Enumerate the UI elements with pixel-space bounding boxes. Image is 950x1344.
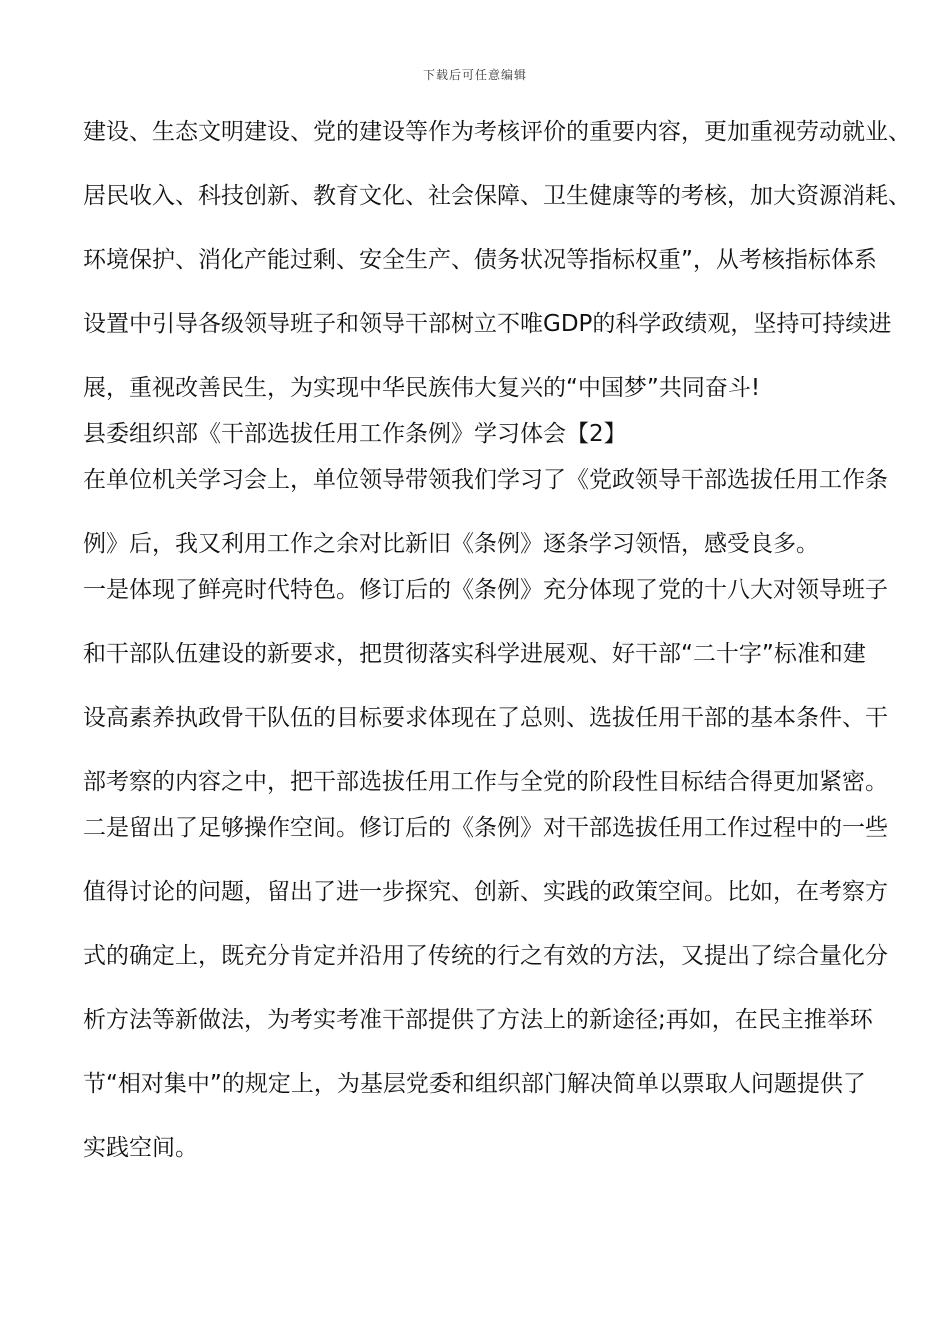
body-line: 和干部队伍建设的新要求，把贯彻落实科学进展观、好干部“二十字”标准和建 [83,641,866,667]
body-line: 建设、生态文明建设、党的建设等作为考核评价的重要内容，更加重视劳动就业、 [83,119,911,145]
body-line: 式的确定上，既充分肯定并沿用了传统的行之有效的方法，又提出了综合量化分 [83,943,888,969]
body-line: 环境保护、消化产能过剩、安全生产、债务状况等指标权重”，从考核指标体系 [83,247,877,273]
body-line: 例》后，我又利用工作之余对比新旧《条例》逐条学习领悟，感受良多。 [83,531,819,557]
body-line: 一是体现了鲜亮时代特色。修订后的《条例》充分体现了党的十八大对领导班子 [83,577,888,603]
document-body [83,116,911,1164]
body-line: 二是留出了足够操作空间。修订后的《条例》对干部选拔任用工作过程中的一些 [83,815,888,841]
section-heading: 县委组织部《干部选拔任用工作条例》学习体会【2】 [83,421,627,447]
body-line: 值得讨论的问题，留出了进一步探究、创新、实践的政策空间。比如，在考察方 [83,879,888,905]
body-line: 析方法等新做法，为考实考准干部提供了方法上的新途径;再如，在民主推举环 [83,1007,873,1033]
body-line: 设高素养执政骨干队伍的目标要求体现在了总则、选拔任用干部的基本条件、干 [83,705,888,731]
body-line: 展，重视改善民生，为实现中华民族伟大复兴的“中国梦”共同奋斗! [83,375,761,401]
body-line: 设置中引导各级领导班子和领导干部树立不唯GDP的科学政绩观，坚持可持续进 [83,311,892,337]
body-line: 实践空间。 [83,1135,198,1161]
body-line: 节“相对集中”的规定上，为基层党委和组织部门解决简单以票取人问题提供了 [83,1071,866,1097]
header-note: 下载后可任意编辑 [422,68,527,82]
body-line: 部考察的内容之中，把干部选拔任用工作与全党的阶段性目标结合得更加紧密。 [83,769,888,795]
body-line: 在单位机关学习会上，单位领导带领我们学习了《党政领导干部选拔任用工作条 [83,467,888,493]
body-line: 居民收入、科技创新、教育文化、社会保障、卫生健康等的考核，加大资源消耗、 [83,183,911,209]
